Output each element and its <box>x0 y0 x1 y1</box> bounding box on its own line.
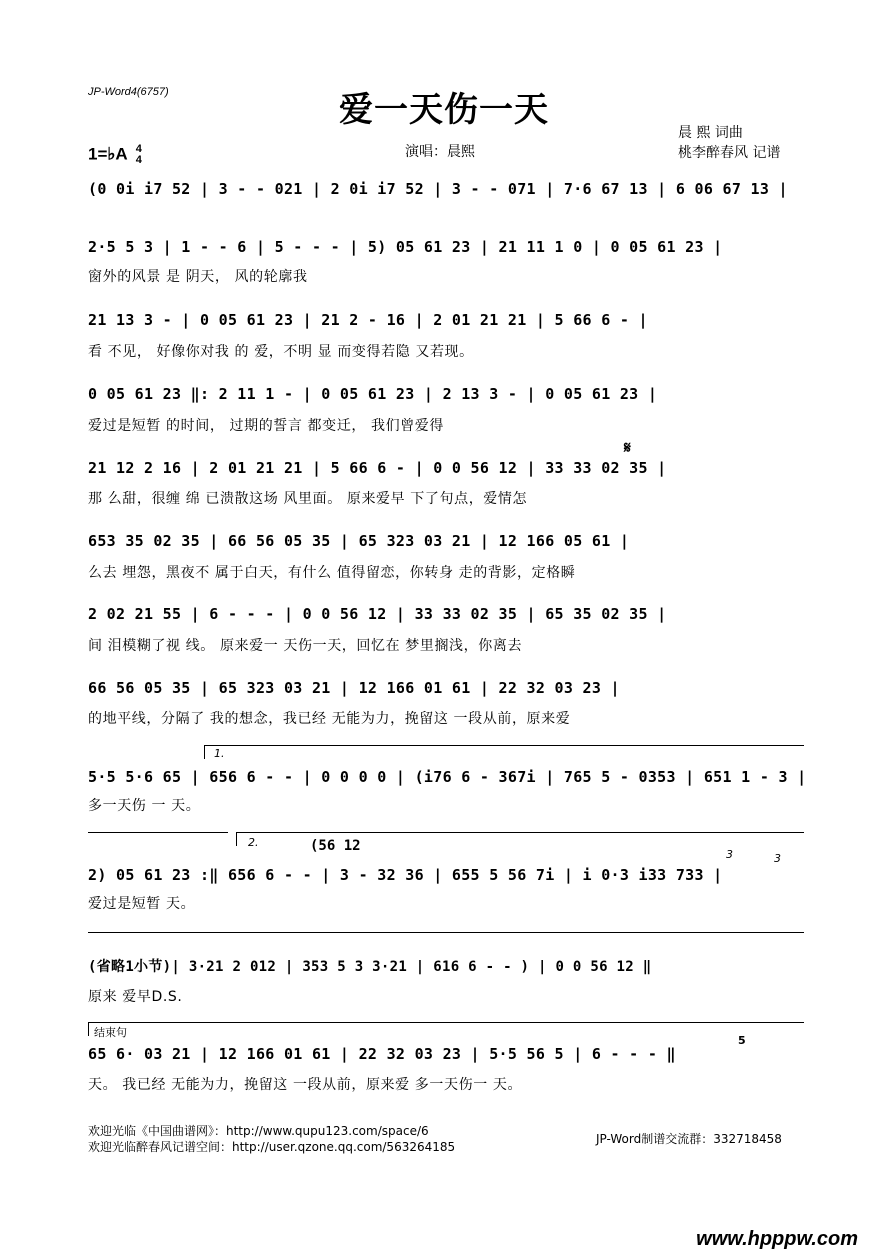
lyric-row: 多一天伤 一 天。 <box>88 798 201 814</box>
lyric-row: 爱过是短暂 的时间， 过期的誓言 都变迁， 我们曾爱得 <box>88 418 444 434</box>
lyric-row: 么去 埋怨，黑夜不 属于白天，有什么 值得留恋，你转身 走的背影，定格瞬 <box>88 565 576 581</box>
triplet-mark: 3 <box>774 852 781 865</box>
ending-leg <box>88 1022 89 1036</box>
time-signature <box>136 144 142 166</box>
footer-link-qupu[interactable]: 欢迎光临《中国曲谱网》：http://www.qupu123.com/space/6 <box>88 1124 429 1138</box>
footer-group-info: JP-Word制谱交流群：332718458 <box>596 1132 782 1146</box>
notation-row: (省略1小节)| 3·21 2 012 | 353 5 3 3·21 | 616 6 - - ) | 0 0 56 12 ‖ <box>88 959 652 975</box>
volta2-extra-notes: (56 12 <box>310 838 361 854</box>
lyric-row: 看 不见， 好像你对我 的 爱，不明 显 而变得若隐 又若现。 <box>88 344 474 360</box>
notation-row: 21 13 3 - | 0 05 61 23 | 21 2 - 16 | 2 01 21 21 | 5 66 6 - | <box>88 311 648 329</box>
lyric-row: 原来 爱早D.S. <box>88 989 183 1005</box>
notation-row: 5·5 5·6 65 | 656 6 - - | 0 0 0 0 | (i76 6 - 367i | 765 5 - 0353 | 651 1 - 3 | <box>88 768 806 786</box>
lyric-row: 爱过是短暂 天。 <box>88 896 196 912</box>
triplet-mark: 3 <box>726 848 733 861</box>
ending-label: 结束句 <box>94 1026 127 1039</box>
time-bottom: 4 <box>135 154 142 166</box>
key-signature <box>88 144 142 166</box>
lyric-row: 那 么甜，很缠 绵 已溃散这场 风里面。 原来爱早 下了句点，爱情怎 <box>88 491 528 507</box>
volta2-leg <box>236 832 237 846</box>
notation-row: 65 6· 03 21 | 12 166 01 61 | 22 32 03 23 | 5·5 56 5 | 6 - - - ‖ <box>88 1045 676 1063</box>
notation-row: 66 56 05 35 | 65 323 03 21 | 12 166 01 61 | 22 32 03 23 | <box>88 679 620 697</box>
song-title: 爱一天伤一天 <box>339 90 549 130</box>
segno-mark: 𝄋 <box>624 438 631 457</box>
volta1-leg <box>204 745 205 759</box>
notation-row: 0 05 61 23 ‖: 2 11 1 - | 0 05 61 23 | 2 13 3 - | 0 05 61 23 | <box>88 385 658 403</box>
software-label: JP-Word4(6757) <box>88 86 169 98</box>
lyric-row: 天。 我已经 无能为力，挽留这 一段从前，原来爱 多一天伤一 天。 <box>88 1077 523 1093</box>
volta1-bracket <box>204 745 804 746</box>
lyric-row: 窗外的风景 是 阴天， 风的轮廓我 <box>88 269 308 285</box>
lyric-row: 间 泪模糊了视 线。 原来爱一 天伤一天，回忆在 梦里搁浅，你离去 <box>88 638 523 654</box>
key-text: 1=♭A <box>88 144 128 164</box>
separator-line <box>88 932 804 933</box>
notation-row: 21 12 2 16 | 2 01 21 21 | 5 66 6 - | 0 0 56 12 | 33 33 02 35 | <box>88 459 667 477</box>
notation-row: 2·5 5 3 | 1 - - 6 | 5 - - - | 5) 05 61 23 | 21 11 1 0 | 0 05 61 23 | <box>88 238 723 256</box>
volta2-bracket <box>236 832 804 833</box>
time-top: 4 <box>135 143 142 155</box>
notation-row: (0 0i i7 52 | 3 - - 021 | 2 0i i7 52 | 3 - - 071 | 7·6 67 13 | 6 06 67 13 | <box>88 180 788 198</box>
notation-row: 653 35 02 35 | 66 56 05 35 | 65 323 03 21 | 12 166 05 61 | <box>88 532 630 550</box>
notation-row: 2) 05 61 23 :‖ 656 6 - - | 3 - 32 36 | 655 5 56 7i | i 0·3 i33 733 | <box>88 866 723 884</box>
watermark-site: www.hpppw.com <box>696 1228 858 1250</box>
volta1-label: 1. <box>214 747 225 760</box>
footer-link-qzone[interactable]: 欢迎光临醉春风记谱空间：http://user.qzone.qq.com/563264185 <box>88 1140 456 1154</box>
composer-credit: 晨 熙 词曲 <box>678 125 743 141</box>
transcriber-credit: 桃李醉春风 记谱 <box>678 145 781 161</box>
ending-bracket <box>88 1022 804 1023</box>
lyric-row: 的地平线，分隔了 我的想念，我已经 无能为力，挽留这 一段从前，原来爱 <box>88 711 571 727</box>
separator-line <box>88 832 228 833</box>
grace-note: 5 <box>738 1034 746 1047</box>
notation-row: 2 02 21 55 | 6 - - - | 0 0 56 12 | 33 33 02 35 | 65 35 02 35 | <box>88 605 667 623</box>
singer-credit: 演唱：晨熙 <box>405 144 475 160</box>
volta2-label: 2. <box>248 836 259 849</box>
